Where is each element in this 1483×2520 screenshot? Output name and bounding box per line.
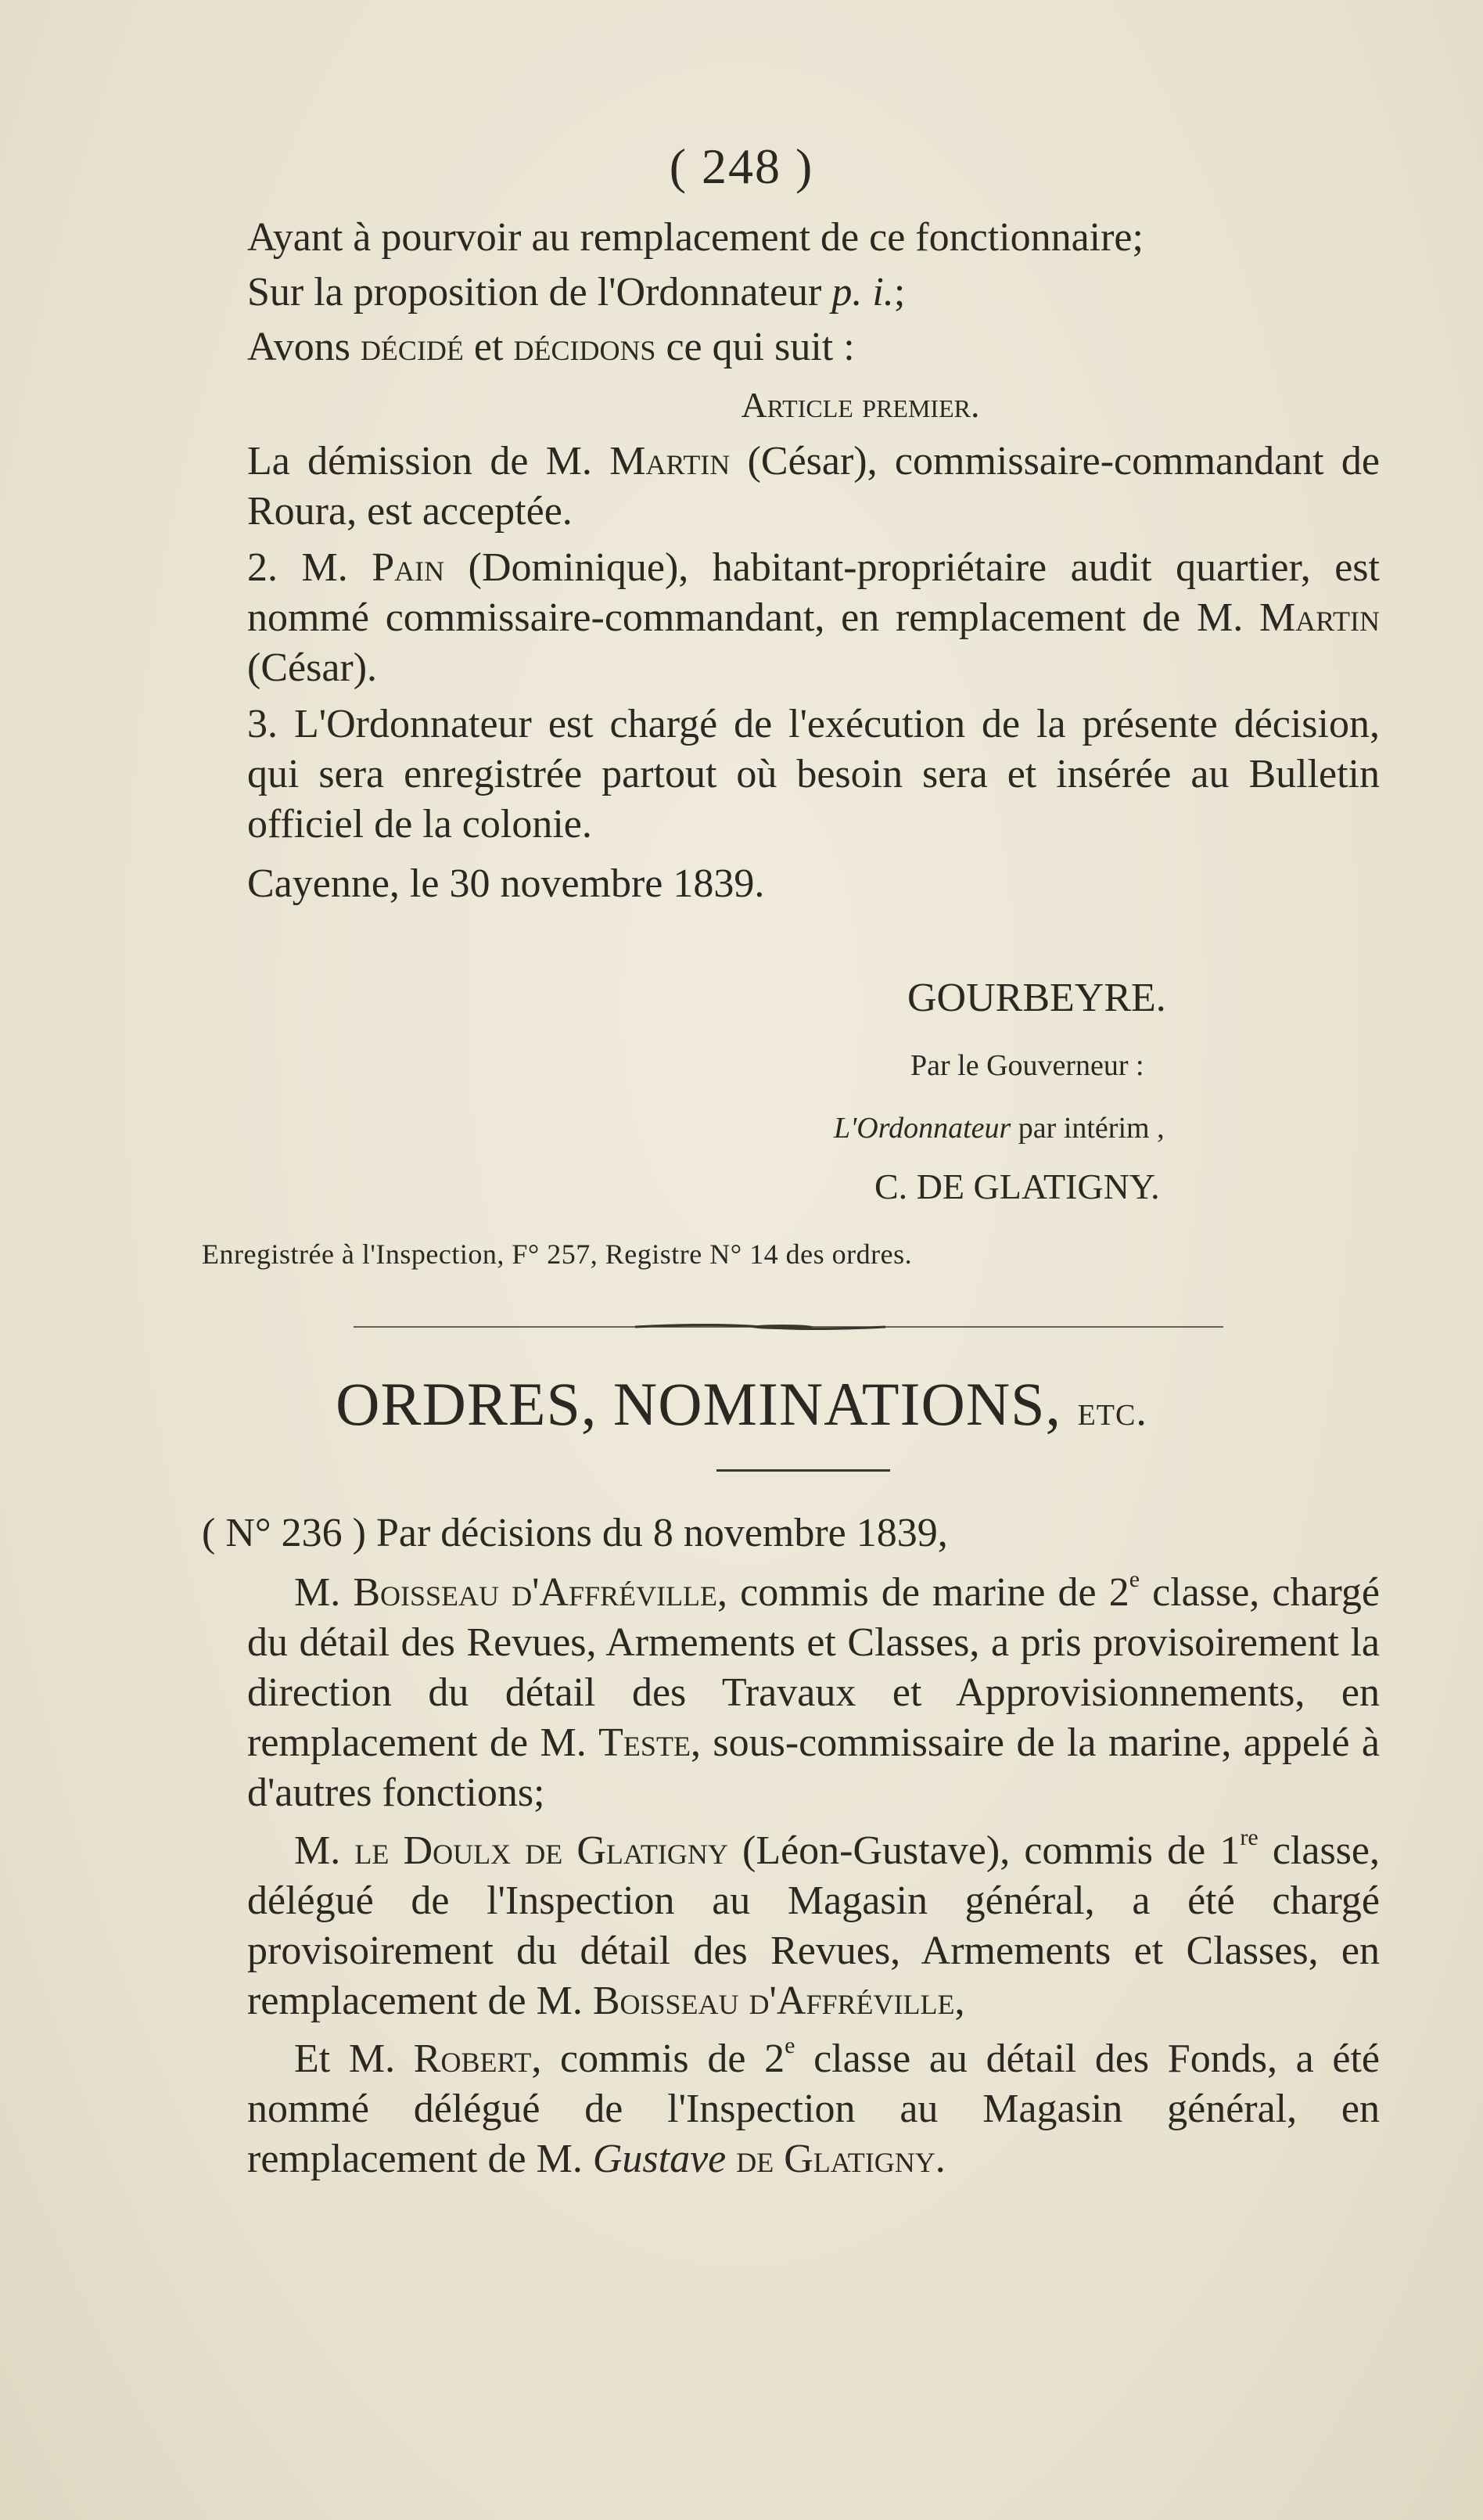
page-number: ( 248 ): [669, 138, 814, 194]
ornamental-divider: [354, 1324, 1223, 1330]
place-date: Cayenne, le 30 novembre 1839.: [247, 861, 765, 906]
nomination-paragraph-3: Et M. Robert, commis de 2e classe au détail des Fonds, a été nommé délégué de l'Inspection au Magasin général, en remplacement de M. Gustave de Glatigny.: [247, 2033, 1380, 2181]
signature-governor: GOURBEYRE.: [907, 976, 1166, 1020]
preamble-line-2: Sur la proposition de l'Ordonnateur p. i.;: [247, 270, 906, 315]
nominations-body: [202, 1508, 1380, 2184]
article-3: 3. L'Ordonnateur est chargé de l'exécution de la présente décision, qui sera enregistrée partout où besoin sera et insérée au Bulletin officiel de la colonie.: [247, 702, 1380, 847]
section-title: ORDRES, NOMINATIONS, etc.: [336, 1370, 1147, 1438]
decision-body: [247, 213, 1380, 909]
signature-ordonnateur: C. DE GLATIGNY.: [874, 1167, 1160, 1206]
preamble-line-3: Avons décidé et décidons ce qui suit :: [247, 325, 855, 369]
article-1: La démission de M. Martin (César), commissaire-commandant de Roura, est acceptée.: [247, 439, 1381, 534]
par-le-gouverneur: Par le Gouverneur :: [910, 1049, 1144, 1082]
article-2: 2. M. Pain (Dominique), habitant-propriétaire audit quartier, est nommé commissaire-commandant, en remplacement de M. Martin (César).: [247, 545, 1380, 690]
article-heading: Article premier.: [741, 385, 980, 425]
ordonnateur-line: L'Ordonnateur par intérim ,: [834, 1112, 1165, 1145]
preamble-line-1: Ayant à pourvoir au remplacement de ce fonctionnaire;: [247, 215, 1144, 260]
nomination-paragraph-2: M. le Doulx de Glatigny (Léon-Gustave), commis de 1re classe, délégué de l'Inspection au Magasin général, a été chargé provisoirement du détail des Revues, Armements et Classes, en remplacement de M. Boisseau d'Affréville,: [247, 1824, 1380, 2023]
nomination-paragraph-1: M. Boisseau d'Affréville, commis de marine de 2e classe, chargé du détail des Revues, Armements et Classes, a pris provisoirement la direction du détail des Travaux et Approvisionnements, en remplacement de M. Teste, sous-commissaire de la marine, appelé à d'autres fonctions;: [247, 1566, 1380, 1815]
title-rule: [716, 1469, 890, 1472]
registration-note: Enregistrée à l'Inspection, F° 257, Registre N° 14 des ordres.: [202, 1238, 913, 1270]
entry-number: ( N° 236 ) Par décisions du 8 novembre 1839,: [202, 1511, 948, 1555]
